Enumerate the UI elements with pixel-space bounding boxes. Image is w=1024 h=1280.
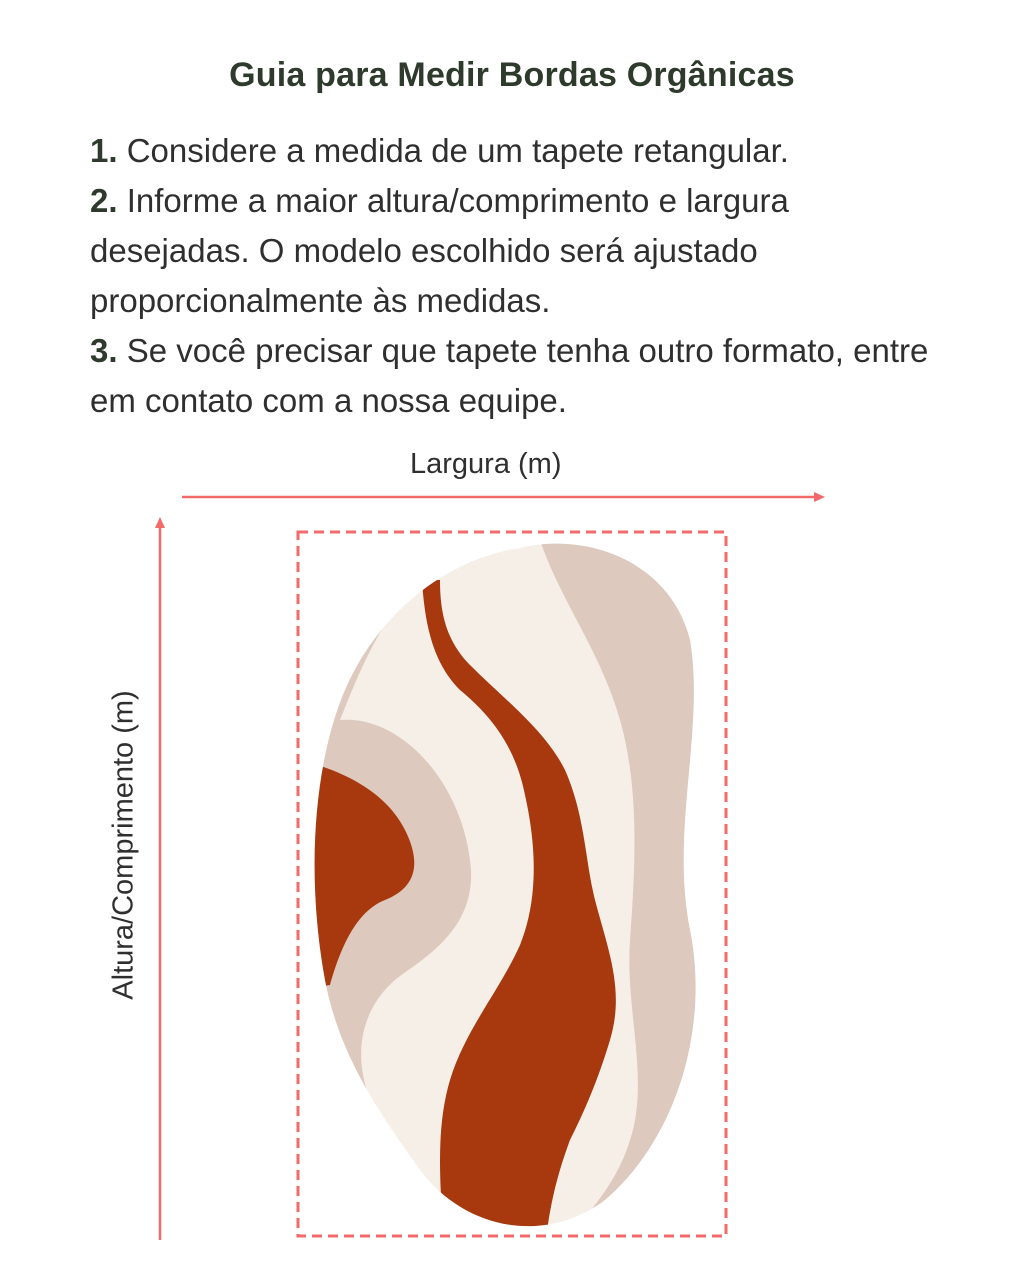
step-number: 1. — [90, 132, 118, 169]
organic-rug — [280, 520, 740, 1260]
step-text: Informe a maior altura/comprimento e largura desejadas. O modelo escolhido será ajustado proporcionalmente às medidas. — [90, 182, 789, 319]
step-number: 3. — [90, 332, 118, 369]
height-label: Altura/Comprimento (m) — [107, 690, 140, 1000]
page-title: Guia para Medir Bordas Orgânicas — [229, 56, 795, 94]
step-text: Considere a medida de um tapete retangular. — [117, 132, 789, 169]
width-arrowhead-icon — [814, 492, 825, 502]
width-label: Largura (m) — [410, 448, 562, 480]
step-text: Se você precisar que tapete tenha outro formato, entre em contato com a nossa equipe. — [90, 332, 929, 419]
step-number: 2. — [90, 182, 118, 219]
height-arrowhead-icon — [155, 517, 165, 528]
